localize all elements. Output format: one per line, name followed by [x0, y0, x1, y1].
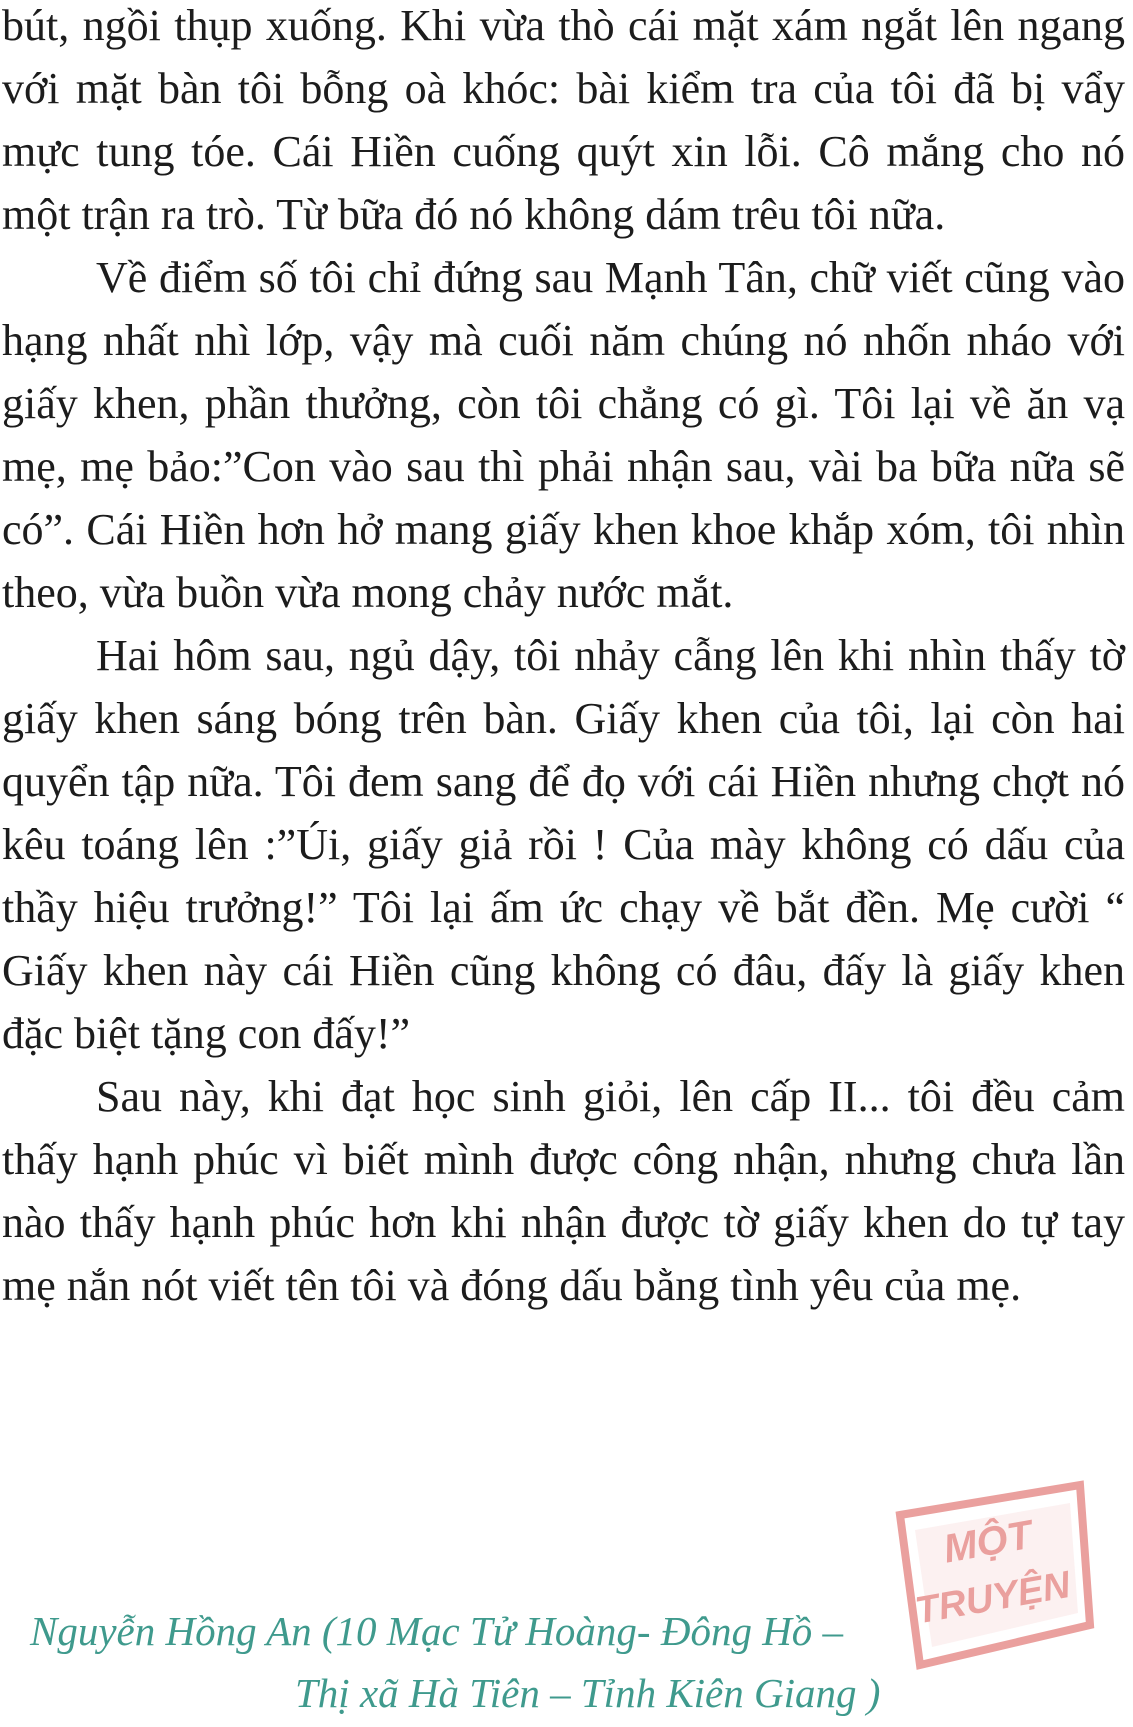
- watermark-line-2: TRUYỆN: [912, 1563, 1074, 1633]
- paragraph-2: Về điểm số tôi chỉ đứng sau Mạnh Tân, chữ viết cũng vào hạng nhất nhì lớp, vậy mà cuối năm chúng nó nhốn nháo với giấy khen, phần thưởng, còn tôi chẳng có gì. Tôi lại về ăn vạ mẹ, mẹ bảo:”Con vào sau thì phải nhận sau, vài ba bữa nữa sẽ có”. Cái Hiền hơn hở mang giấy khen khoe khắp xóm, tôi nhìn theo, vừa buồn vừa mong chảy nước mắt.: [2, 253, 1125, 617]
- watermark-line-1: MỘT: [940, 1512, 1036, 1572]
- watermark-logo: [880, 1475, 1100, 1685]
- signature-line-2: Thị xã Hà Tiên – Tỉnh Kiên Giang ): [295, 1670, 881, 1716]
- paragraph-1: bút, ngồi thụp xuống. Khi vừa thò cái mặt xám ngắt lên ngang với mặt bàn tôi bỗng oà khóc: bài kiểm tra của tôi đã bị vẩy mực tung tóe. Cái Hiền cuống quýt xin lỗi. Cô mắng cho nó một trận ra trò. Từ bữa đó nó không dám trêu tôi nữa.: [2, 1, 1125, 239]
- story-body: [2, 0, 1125, 1317]
- signature-line-1: Nguyễn Hồng An (10 Mạc Tử Hoàng- Đông Hồ –: [30, 1608, 844, 1654]
- paragraph-3: Hai hôm sau, ngủ dậy, tôi nhảy cẫng lên khi nhìn thấy tờ giấy khen sáng bóng trên bàn. Giấy khen của tôi, lại còn hai quyển tập nữa. Tôi đem sang để đọ với cái Hiền nhưng chợt nó kêu toáng lên :”Úi, giấy giả rồi ! Của mày không có dấu của thầy hiệu trưởng!” Tôi lại ấm ức chạy về bắt đền. Mẹ cười “ Giấy khen này cái Hiền cũng không có đâu, đấy là giấy khen đặc biệt tặng con đấy!”: [2, 631, 1125, 1058]
- paragraph-4: Sau này, khi đạt học sinh giỏi, lên cấp II... tôi đều cảm thấy hạnh phúc vì biết mình được công nhận, nhưng chưa lần nào thấy hạnh phúc hơn khi nhận được tờ giấy khen do tự tay mẹ nắn nót viết tên tôi và đóng dấu bằng tình yêu của mẹ.: [2, 1072, 1125, 1310]
